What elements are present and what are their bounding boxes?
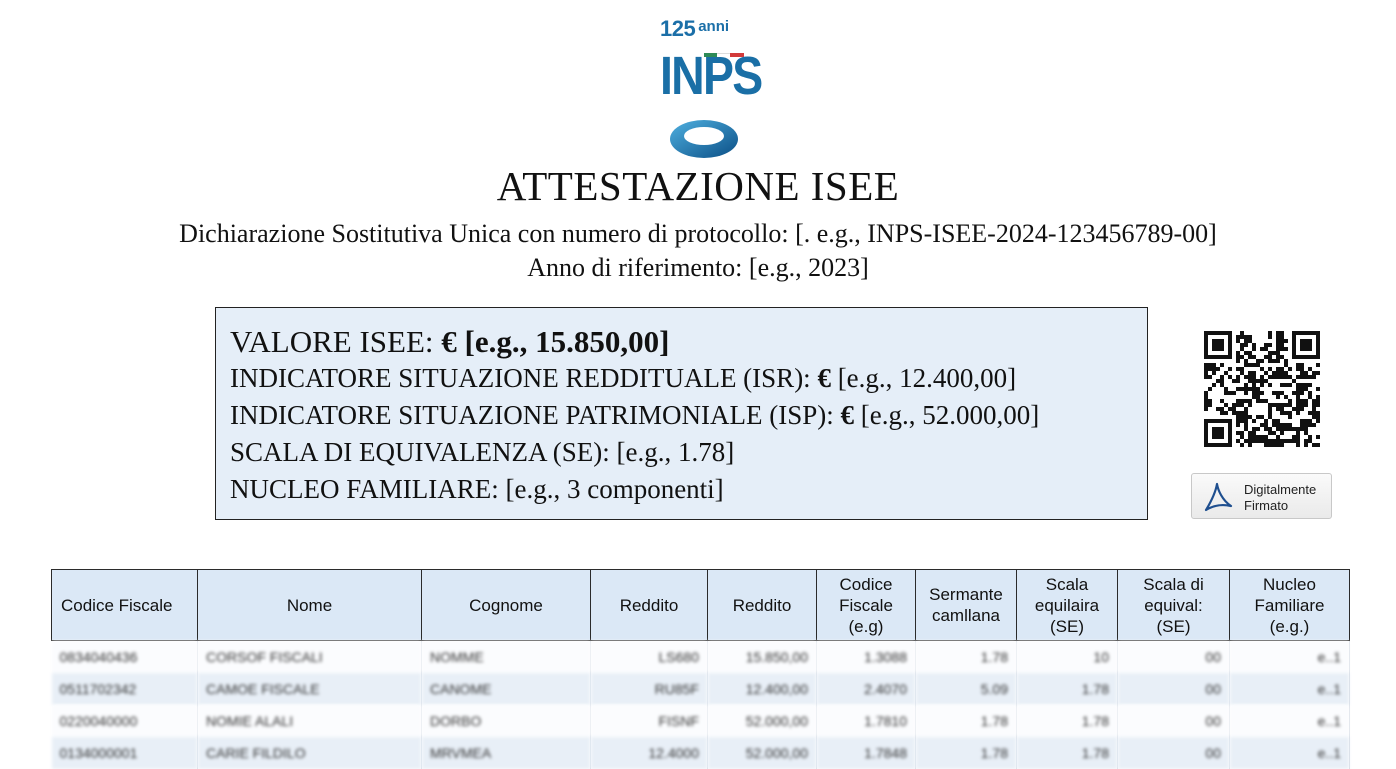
column-header: [1017, 570, 1118, 641]
column-header-text: equival:: [1144, 595, 1203, 615]
table-cell: 1.78: [916, 705, 1017, 737]
table-cell: 0511702342: [52, 673, 198, 705]
digital-signature-badge: [1191, 473, 1332, 519]
isee-value: € [e.g., 15.850,00]: [441, 324, 670, 359]
inps-logo: [656, 14, 762, 152]
column-header-text: Reddito: [619, 595, 679, 615]
table-cell: 1.7810: [817, 705, 916, 737]
column-header-text: Nucleo: [1263, 574, 1316, 594]
table-cell: NOMIE ALALI: [198, 705, 422, 737]
table-cell: 1.78: [1017, 673, 1118, 705]
table-cell: 5.09: [916, 673, 1017, 705]
signature-text: [1244, 482, 1316, 514]
anniversary-word: anni: [698, 18, 730, 35]
table-cell: 2.4070: [817, 673, 916, 705]
table-cell: NOMME: [422, 641, 591, 673]
table-header-row: [52, 570, 1350, 641]
table-cell: e..1: [1230, 705, 1350, 737]
table-cell: 0134000001: [52, 737, 198, 769]
table-cell: 10: [1017, 641, 1118, 673]
column-header-text: Codice: [839, 574, 893, 594]
table-cell: CANOME: [422, 673, 591, 705]
column-header-text: Fiscale: [839, 595, 893, 615]
isp-value: [e.g., 52.000,00]: [854, 400, 1040, 430]
table-cell: DORBO: [422, 705, 591, 737]
qr-code: [1204, 331, 1320, 447]
table-row: [52, 737, 1350, 769]
table-row: [52, 641, 1350, 673]
table-cell: 1.78: [916, 641, 1017, 673]
household-members-table: [51, 569, 1350, 769]
acrobat-pdf-icon: [1202, 480, 1234, 514]
table-cell: MRVMEA: [422, 737, 591, 769]
table-cell: CAMOE FISCALE: [198, 673, 422, 705]
column-header: [422, 570, 591, 641]
isp-line: [230, 397, 1133, 434]
protocol-line: Dichiarazione Sostitutiva Unica con numero di protocollo: [. e.g., INPS-ISEE-2024-123456789-00]: [179, 219, 1217, 248]
column-header: [817, 570, 916, 641]
table-cell: 15.850,00: [708, 641, 817, 673]
table-row: [52, 673, 1350, 705]
table-cell: CARIE FILDILO: [198, 737, 422, 769]
isee-value-label: VALORE ISEE:: [230, 324, 442, 359]
table-cell: RU85F: [591, 673, 708, 705]
anniversary-number: 125: [660, 16, 696, 41]
isp-euro-sign: €: [840, 400, 854, 430]
isee-summary-box: [215, 307, 1148, 520]
column-header-text: camllana: [931, 606, 1001, 625]
table-cell: 12.4000: [591, 737, 708, 769]
table-cell: LS680: [591, 641, 708, 673]
table-cell: 1.7848: [817, 737, 916, 769]
isr-euro-sign: €: [817, 363, 831, 393]
table-cell: FISNF: [591, 705, 708, 737]
column-header-text: (SE): [1050, 616, 1084, 636]
column-header-text: equilaira: [1034, 595, 1100, 615]
table-cell: e..1: [1230, 673, 1350, 705]
isr-value: [e.g., 12.400,00]: [830, 363, 1017, 393]
table-cell: 1.78: [1017, 705, 1118, 737]
table-cell: 0220040000: [52, 705, 198, 737]
table-cell: 00: [1118, 705, 1230, 737]
table-cell: 0834040436: [52, 641, 198, 673]
inps-ring-icon: [666, 116, 742, 162]
column-header: [1230, 570, 1350, 641]
column-header: [198, 570, 422, 641]
reference-year-line: Anno di riferimento: [e.g., 2023]: [527, 253, 869, 282]
table-cell: 00: [1118, 641, 1230, 673]
table-cell: 1.78: [1017, 737, 1118, 769]
column-header-text: Cognome: [469, 595, 543, 615]
signature-line-1: Digitalmente: [1244, 482, 1317, 497]
isp-label: INDICATORE SITUAZIONE PATRIMONIALE (ISP):: [230, 400, 841, 430]
table-cell: 00: [1118, 673, 1230, 705]
table-cell: e..1: [1230, 737, 1350, 769]
column-header-text: (e.g.): [1269, 616, 1310, 636]
column-header: [916, 570, 1017, 641]
table-cell: 00: [1118, 737, 1230, 769]
column-header-text: Familiare: [1254, 595, 1325, 615]
anniversary-mark: [660, 16, 750, 41]
table-cell: 52.000,00: [708, 705, 817, 737]
column-header-text: Codice Fiscale: [61, 595, 173, 615]
column-header: [52, 570, 198, 641]
column-header-text: Sermante: [929, 585, 1003, 604]
table-row: [52, 705, 1350, 737]
table-cell: 12.400,00: [708, 673, 817, 705]
isee-value-line: [230, 322, 1133, 362]
isr-line: [230, 360, 1133, 397]
column-header-text: Scala di: [1143, 574, 1204, 594]
table-cell: e..1: [1230, 641, 1350, 673]
column-header: [591, 570, 708, 641]
household-line: NUCLEO FAMILIARE: [e.g., 3 componenti]: [230, 474, 724, 504]
column-header-text: Nome: [286, 595, 333, 615]
column-header-text: Scala: [1045, 574, 1089, 594]
isr-label: INDICATORE SITUAZIONE REDDITUALE (ISR):: [230, 363, 818, 393]
column-header: [708, 570, 817, 641]
table-cell: 52.000,00: [708, 737, 817, 769]
column-header-text: (e.g): [848, 616, 884, 636]
table-cell: 1.78: [916, 737, 1017, 769]
table-cell: CORSOF FISCALI: [198, 641, 422, 673]
equivalence-scale-line: SCALA DI EQUIVALENZA (SE): [e.g., 1.78]: [230, 437, 735, 467]
signature-line-2: Firmato: [1244, 498, 1289, 513]
column-header: [1118, 570, 1230, 641]
column-header-text: (SE): [1156, 616, 1191, 636]
table-cell: 1.3088: [817, 641, 916, 673]
column-header-text: Reddito: [732, 595, 792, 615]
document-title: ATTESTAZIONE ISEE: [496, 163, 900, 209]
inps-wordmark: INPS: [660, 46, 762, 106]
